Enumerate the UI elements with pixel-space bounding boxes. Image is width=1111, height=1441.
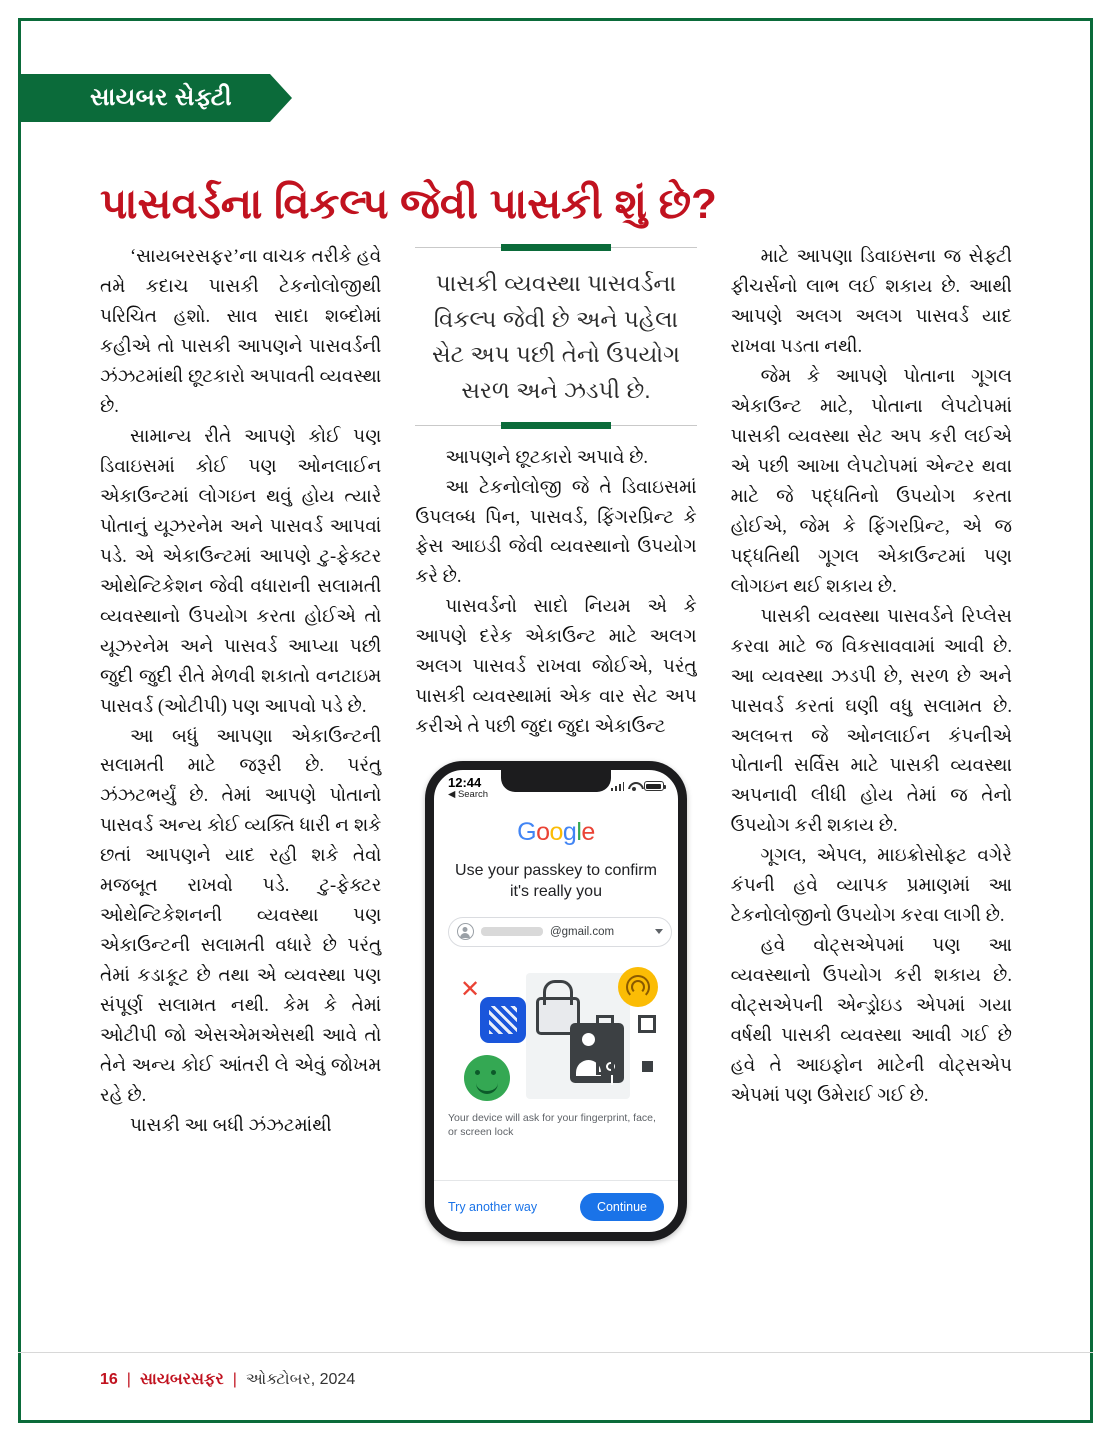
try-another-way-button[interactable]: Try another way xyxy=(447,1199,538,1214)
chevron-down-icon[interactable] xyxy=(655,929,663,934)
paragraph: આ બધું આપણા એકાઉન્ટની સલામતી માટે જરૂરી છે. પરંતુ ઝંઝટભર્યું છે. તેમાં આપણે પોતાનો પાસવર્ડ અન્ય કોઈ વ્યક્તિ ધારી ન શકે છતાં આપણને યાદ રહી શકે તેવો મજબૂત રાખવો પડે. ટુ-ફેક્ટર ઓથેન્ટિકેશનની વ્યવસ્થા પણ એકાઉન્ટની સલામતી વધારે છે પરંતુ તેમાં કડાકૂટ છે તથા એ વ્યવસ્થા પણ સંપૂર્ણ સલામત નથી. કેમ કે તેમાં ઓટીપી જો એસએમએસથી આવે તો તેને અન્ય કોઈ આંતરી લે એવું જોખમ રહે છે. xyxy=(100,726,382,1107)
paragraph: પાસકી વ્યવસ્થા પાસવર્ડને રિપ્લેસ કરવા માટે જ વિકસાવવામાં આવી છે. આ વ્યવસ્થા ઝડપી છે, સરળ છે અને પાસવર્ડ કરતાં ઘણી વધુ સલામત છે. અલબત્ત જે ઓનલાઈન કંપનીએ પોતાની સર્વિસ માટે પાસકી વ્યવસ્થા અપનાવી લીધી હોય તેમાં જ તેનો ઉપયોગ કરી શકાય છે. xyxy=(730,606,1012,837)
account-avatar-icon xyxy=(457,923,474,940)
paragraph: પાસકી આ બધી ઝંઝટમાંથી xyxy=(130,1116,332,1137)
column-middle xyxy=(415,243,696,1323)
passkey-hint-text: Your device will ask for your fingerprint, face, or screen lock xyxy=(447,1111,656,1139)
column-right xyxy=(731,243,1012,1323)
category-label: સાયબર સેફ્ટી xyxy=(90,84,232,111)
paragraph: આપણને છૂટકારો અપાવે છે. xyxy=(445,447,649,468)
footer-divider xyxy=(18,1352,1093,1353)
paragraph: પાસવર્ડનો સાદો નિયમ એ કે આપણે દરેક એકાઉન્ટ માટે અલગ અલગ પાસવર્ડ રાખવા જોઈએ, પરંતુ પાસકી વ્યવસ્થામાં એક વાર સેટ અપ કરીએ તે પછી જુદા જુદા એકાઉન્ટ xyxy=(415,597,697,738)
email-redacted xyxy=(481,927,543,936)
phone-screen xyxy=(434,804,678,1232)
passkey-illustration xyxy=(448,957,664,1107)
signal-icon xyxy=(611,782,624,791)
blue-pattern-icon xyxy=(480,997,526,1043)
account-selector[interactable] xyxy=(448,917,672,947)
paragraph: માટે આપણા ડિવાઇસના જ સેફ્ટી ફીચર્સનો લાભ લઈ શકાય છે. આથી આપણે અલગ અલગ પાસવર્ડ યાદ રાખવા પડતા નથી. xyxy=(730,247,1012,357)
passkey-prompt-title: Use your passkey to confirm it's really you xyxy=(455,862,657,901)
pull-quote-rule-bottom xyxy=(415,425,696,426)
status-time: 12:44 xyxy=(447,775,482,791)
continue-button[interactable]: Continue xyxy=(580,1193,664,1221)
page-number: 16 xyxy=(100,1371,118,1388)
paragraph: જેમ કે આપણે પોતાના ગૂગલ એકાઉન્ટ માટે, પોતાના લેપટોપમાં પાસકી વ્યવસ્થા સેટ અપ કરી લઈએ એ પછી આખા લેપટોપમાં એન્ટર થવા માટે જે પદ્ધતિનો ઉપયોગ કરતા હોઈએ, જેમ કે ફિંગરપ્રિન્ટ, એ જ પદ્ધતિથી ગૂગલ એકાઉન્ટમાં પણ લોગઇન થઈ શકાય છે. xyxy=(730,366,1012,597)
x-mark-icon: ✕ xyxy=(459,975,481,1003)
qr-code-icon xyxy=(596,1015,656,1075)
category-ribbon xyxy=(18,74,270,122)
column-left xyxy=(100,243,381,1323)
wifi-icon xyxy=(628,782,640,791)
paragraph: ‘સાયબરસફર’ના વાચક તરીકે હવે તમે કદાચ પાસકી ટેકનોલોજીથી પરિચિત હશો. સાવ સાદા શબ્દોમાં કહીએ તો પાસકી આપણને પાસવર્ડની ઝંઝટમાંથી છૂટકારો અપાવતી વ્યવસ્થા છે. xyxy=(100,247,382,417)
paragraph: આ ટેકનોલોજી જે તે ડિવાઇસમાં ઉપલબ્ધ પિન, પાસવર્ડ, ફિંગરપ્રિન્ટ કે ફેસ આઇડી જેવી વ્યવસ્થાનો ઉપયોગ કરે છે. xyxy=(415,477,697,588)
pull-quote xyxy=(415,247,696,426)
page-footer xyxy=(100,1371,355,1389)
footer-separator-2: | xyxy=(232,1371,237,1388)
pull-quote-rule-top xyxy=(415,247,696,248)
page-title: પાસવર્ડના વિકલ્પ જેવી પાસકી શું છે? xyxy=(100,180,717,228)
back-to-search-link[interactable]: ◀ Search xyxy=(447,788,489,800)
fingerprint-icon xyxy=(618,967,658,1007)
phone-figure xyxy=(415,761,696,1241)
magazine-name: સાયબરસફર xyxy=(139,1371,224,1388)
issue-date: ઓક્ટોબર, 2024 xyxy=(245,1371,356,1388)
pull-quote-text: પાસકી વ્યવસ્થા પાસવર્ડના વિકલ્પ જેવી છે અને પહેલા સેટ અપ પછી તેનો ઉપયોગ સરળ અને ઝડપી છે. xyxy=(432,270,680,403)
footer-separator-1: | xyxy=(126,1371,131,1388)
phone-notch xyxy=(501,770,611,792)
smiley-icon xyxy=(464,1055,510,1101)
article-columns xyxy=(100,243,1012,1323)
phone-action-bar xyxy=(434,1180,678,1232)
phone-mockup xyxy=(425,761,687,1241)
google-logo: Google xyxy=(517,818,595,847)
paragraph: સામાન્ય રીતે આપણે કોઈ પણ ડિવાઇસમાં કોઈ પણ ઓનલાઈન એકાઉન્ટમાં લોગઇન થવું હોય ત્યારે પોતાનું યૂઝરનેમ અને પાસવર્ડ આપવાં પડે. એ એકાઉન્ટમાં આપણે ટુ-ફેક્ટર ઓથેન્ટિકેશન જેવી વધારાની સલામતી વ્યવસ્થાનો ઉપયોગ કરતા હોઈએ તો યૂઝરનેમ અને પાસવર્ડ આપ્યા પછી જુદી જુદી રીતે મેળવી શકાતો વનટાઇમ પાસવર્ડ (ઓટીપી) પણ આપવો પડે છે. xyxy=(100,426,382,717)
battery-icon xyxy=(644,781,664,791)
paragraph: હવે વોટ્સએપમાં પણ આ વ્યવસ્થાનો ઉપયોગ કરી શકાય છે. વોટ્સએપની એન્ડ્રોઇડ એપમાં ગયા વર્ષથી પાસકી વ્યવસ્થા આવી ગઈ છે હવે તે આઇફોન માટેની વોટ્સએપ એપમાં પણ ઉમેરાઈ ગઈ છે. xyxy=(730,936,1012,1107)
email-domain: @gmail.com xyxy=(549,925,615,938)
paragraph: ગૂગલ, એપલ, માઇક્રોસોફ્ટ વગેરે કંપની હવે વ્યાપક પ્રમાણમાં આ ટેકનોલોજીનો ઉપયોગ કરવા લાગી છે. xyxy=(730,846,1012,927)
